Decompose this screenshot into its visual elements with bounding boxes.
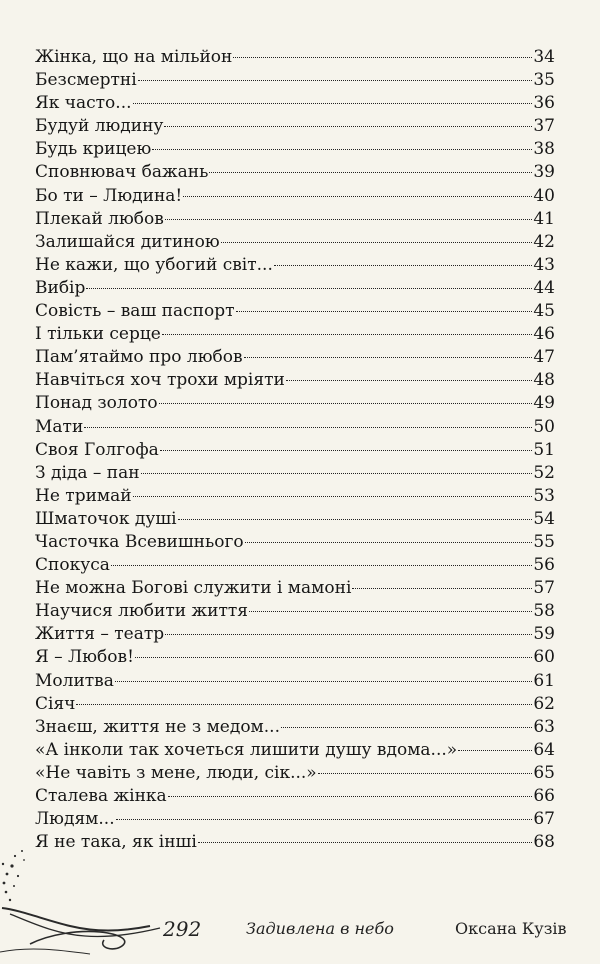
toc-page: 63 (533, 716, 555, 737)
toc-page: 42 (533, 231, 555, 252)
dot-leader (138, 80, 533, 81)
toc-title: Не можна Богові служити і мамоні (35, 578, 352, 599)
toc-page: 35 (533, 70, 555, 91)
toc-title: Бо ти – Людина! (35, 185, 183, 206)
toc-page: 53 (533, 485, 555, 506)
toc-page: 47 (533, 347, 555, 368)
toc-page: 39 (533, 162, 555, 183)
toc-page: 34 (533, 47, 555, 67)
toc-entry (35, 115, 555, 138)
toc-page: 36 (533, 93, 555, 114)
toc-entry (35, 808, 555, 831)
toc-entry (35, 531, 555, 554)
toc-title: Безсмертні (35, 70, 137, 91)
dot-leader (318, 773, 533, 774)
toc-entry (35, 762, 555, 785)
dot-leader (133, 496, 533, 497)
toc-page: 58 (533, 601, 555, 622)
toc-entry (35, 185, 555, 208)
dot-leader (160, 450, 533, 451)
toc-entry (35, 439, 555, 462)
dot-leader (244, 357, 533, 358)
toc-title: Своя Голгофа (35, 439, 159, 460)
toc-page: 57 (533, 578, 555, 599)
toc-entry (35, 739, 555, 762)
toc-entry (35, 161, 555, 184)
dot-leader (281, 727, 532, 728)
toc-entry (35, 346, 555, 369)
toc-entry (35, 254, 555, 277)
toc-entry (35, 716, 555, 739)
dot-leader (183, 196, 532, 197)
toc-page: 37 (533, 116, 555, 137)
toc-page: 51 (533, 439, 555, 460)
dot-leader (221, 242, 533, 243)
dot-leader (115, 681, 532, 682)
toc-page: 68 (533, 832, 555, 853)
toc-entry (35, 369, 555, 392)
toc-title: Людям... (35, 809, 115, 830)
dot-leader (209, 172, 532, 173)
toc-title: Часточка Всевишнього (35, 531, 244, 552)
toc-page: 49 (533, 393, 555, 414)
toc-title: «А інколи так хочеться лишити душу вдома...» (35, 739, 458, 760)
toc-title: Сіяч (35, 693, 76, 714)
toc-title: І тільки серце (35, 324, 161, 345)
dot-leader (84, 427, 532, 428)
toc-entry (35, 300, 555, 323)
toc-entry (35, 646, 555, 669)
book-title: Задивлена в небо (246, 919, 394, 938)
toc-entry (35, 416, 555, 439)
toc-title: Сповнювач бажань (35, 162, 209, 183)
toc-page: 62 (533, 693, 555, 714)
dot-leader (162, 334, 533, 335)
toc-entry (35, 46, 555, 69)
toc-title: Навчіться хоч трохи мріяти (35, 370, 285, 391)
dot-leader (168, 796, 533, 797)
toc-entry (35, 623, 555, 646)
toc-title: Спокуса (35, 555, 110, 576)
dot-leader (164, 126, 532, 127)
page-number: 292 (163, 917, 202, 941)
toc-page: 67 (533, 809, 555, 830)
dot-leader (165, 219, 533, 220)
toc-title: З діда – пан (35, 462, 140, 483)
dot-leader (233, 57, 532, 58)
dot-leader (352, 588, 532, 589)
toc-entry (35, 785, 555, 808)
toc-title: Вибір (35, 277, 86, 298)
toc-entry (35, 462, 555, 485)
toc-entry (35, 485, 555, 508)
dot-leader (116, 819, 533, 820)
toc-page: 46 (533, 324, 555, 345)
toc-entry (35, 208, 555, 231)
toc-title: «Не чавіть з мене, люди, сік...» (35, 762, 317, 783)
toc-page: 55 (533, 531, 555, 552)
toc-page: 44 (533, 277, 555, 298)
toc-page: 66 (533, 786, 555, 806)
toc-entry (35, 392, 555, 415)
toc-title: Молитва (35, 670, 114, 691)
dot-leader (133, 103, 533, 104)
dot-leader (178, 519, 533, 520)
dot-leader (165, 634, 532, 635)
toc-title: Будь крицею (35, 139, 152, 160)
toc-title: Мати (35, 416, 84, 437)
toc-title: Знаєш, життя не з медом... (35, 716, 280, 737)
toc-entry (35, 508, 555, 531)
dot-leader (135, 657, 532, 658)
table-of-contents (35, 46, 555, 854)
toc-title: Жінка, що на мільйон (35, 47, 233, 67)
toc-page: 38 (533, 139, 555, 160)
dot-leader (111, 565, 533, 566)
toc-entry (35, 670, 555, 693)
toc-page: 60 (533, 647, 555, 668)
toc-title: Не кажи, що убогий світ... (35, 254, 273, 275)
toc-entry (35, 92, 555, 115)
toc-entry (35, 323, 555, 346)
toc-title: Залишайся дитиною (35, 231, 220, 252)
dot-leader (249, 611, 532, 612)
toc-title: Я не така, як інші (35, 832, 197, 853)
dot-leader (286, 380, 533, 381)
toc-page: 48 (533, 370, 555, 391)
dot-leader (198, 842, 533, 843)
toc-page: 54 (533, 508, 555, 529)
toc-page: 50 (533, 416, 555, 437)
toc-page: 52 (533, 462, 555, 483)
toc-page: 59 (533, 624, 555, 645)
toc-title: Шматочок душі (35, 508, 177, 529)
dot-leader (86, 288, 532, 289)
dot-leader (159, 403, 533, 404)
toc-title: Не тримай (35, 485, 132, 506)
toc-page: 65 (533, 762, 555, 783)
toc-title: Понад золото (35, 393, 158, 414)
toc-entry (35, 138, 555, 161)
toc-entry (35, 69, 555, 92)
toc-page: 45 (533, 301, 555, 322)
toc-page: 64 (533, 739, 555, 760)
dot-leader (245, 542, 533, 543)
toc-title: Я – Любов! (35, 647, 134, 668)
toc-entry (35, 600, 555, 623)
toc-entry (35, 277, 555, 300)
toc-title: Пам’ятаймо про любов (35, 347, 243, 368)
page-footer (0, 912, 600, 952)
toc-title: Совість – ваш паспорт (35, 301, 235, 322)
toc-entry (35, 231, 555, 254)
toc-title: Життя – театр (35, 624, 165, 645)
dot-leader (152, 149, 532, 150)
toc-page: 61 (533, 670, 555, 691)
toc-page: 41 (533, 208, 555, 229)
toc-page: 40 (533, 185, 555, 206)
dot-leader (274, 265, 533, 266)
toc-title: Будуй людину (35, 116, 164, 137)
dot-leader (236, 311, 533, 312)
author-name: Оксана Кузів (455, 919, 567, 938)
toc-title: Як часто... (35, 93, 132, 114)
toc-entry (35, 693, 555, 716)
toc-entry (35, 577, 555, 600)
toc-page: 56 (533, 555, 555, 576)
dot-leader (76, 704, 532, 705)
toc-title: Научися любити життя (35, 601, 248, 622)
toc-title: Сталева жінка (35, 786, 167, 806)
toc-page: 43 (533, 254, 555, 275)
toc-title: Плекай любов (35, 208, 164, 229)
dot-leader (458, 750, 532, 751)
toc-entry (35, 554, 555, 577)
dot-leader (141, 473, 533, 474)
